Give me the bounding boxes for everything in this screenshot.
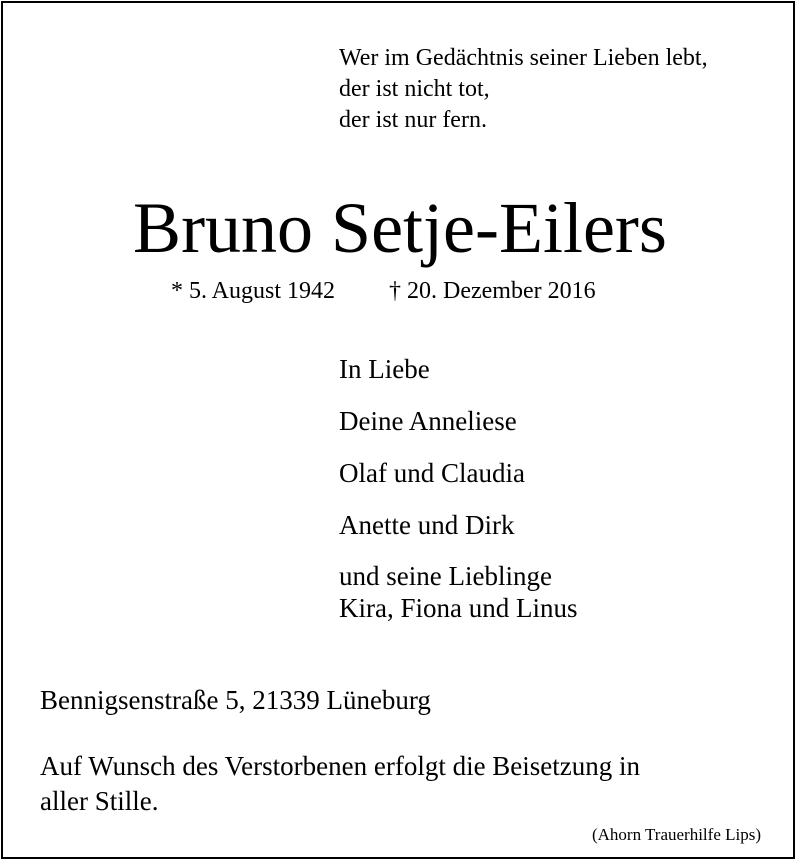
death-date: † 20. Dezember 2016 bbox=[389, 278, 596, 304]
mourner-pets-line: und seine Lieblinge bbox=[339, 561, 552, 591]
burial-notice bbox=[40, 749, 640, 819]
mourner-entry: Olaf und Claudia bbox=[339, 458, 525, 488]
quote-line: der ist nicht tot, bbox=[339, 76, 490, 102]
mourner-entry: Deine Anneliese bbox=[339, 406, 517, 436]
memorial-quote bbox=[339, 43, 708, 136]
quote-line: Wer im Gedächtnis seiner Lieben lebt, bbox=[339, 45, 708, 71]
funeral-home-credit: (Ahorn Trauerhilfe Lips) bbox=[591, 825, 761, 844]
notice-line: aller Stille. bbox=[40, 786, 159, 816]
deceased-name: Bruno Setje-Eilers bbox=[133, 188, 667, 268]
mourners-intro: In Liebe bbox=[339, 354, 430, 384]
family-address: Bennigsenstraße 5, 21339 Lüneburg bbox=[40, 685, 431, 715]
mourners-list bbox=[339, 352, 577, 624]
birth-date: * 5. August 1942 bbox=[171, 278, 336, 304]
notice-line: Auf Wunsch des Verstorbenen erfolgt die Beisetzung in bbox=[40, 751, 641, 781]
quote-line: der ist nur fern. bbox=[339, 107, 487, 133]
mourner-pets-names: Kira, Fiona und Linus bbox=[339, 593, 578, 623]
mourner-entry: Anette und Dirk bbox=[339, 510, 515, 540]
obituary-frame bbox=[1, 1, 795, 859]
